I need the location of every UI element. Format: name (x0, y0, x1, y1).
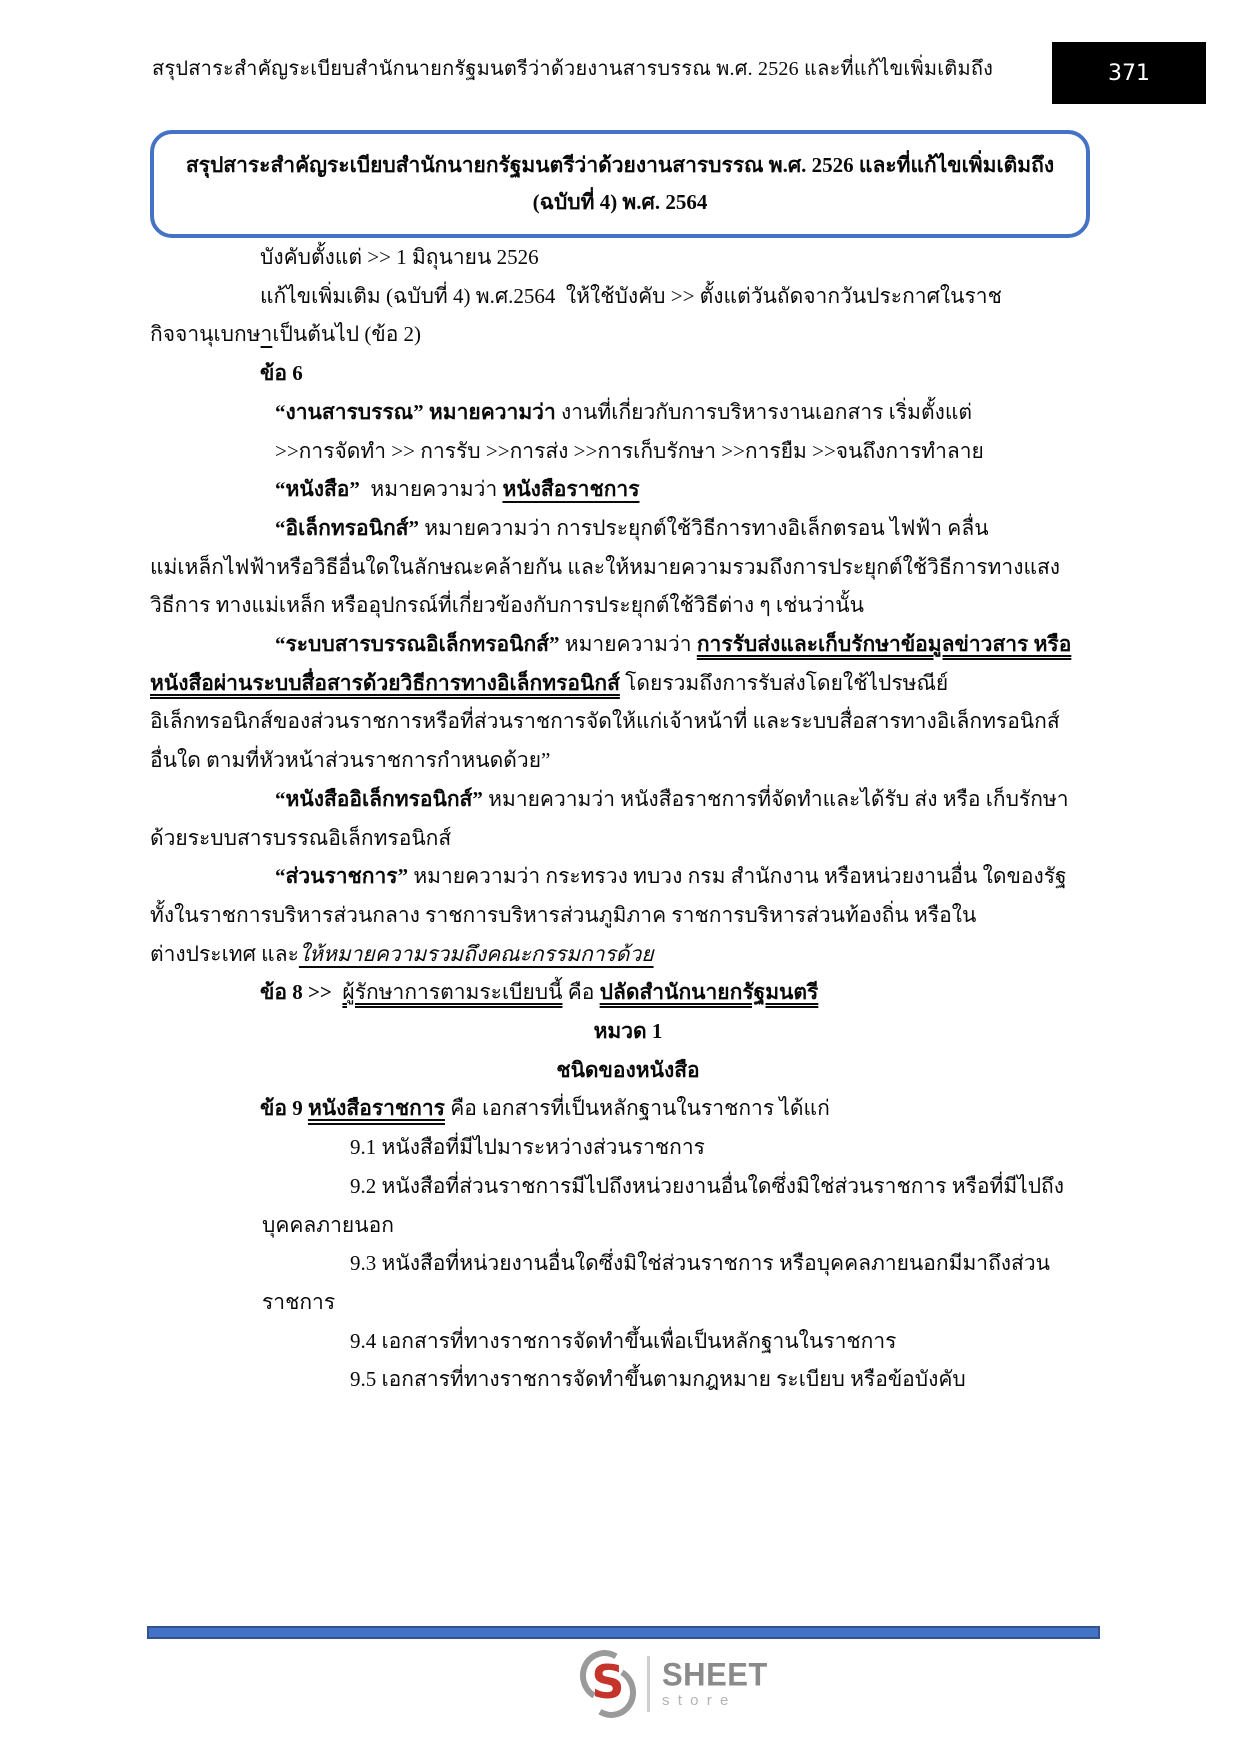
text-segment: คือ (562, 980, 600, 1005)
text-segment: 9.2 หนังสือที่ส่วนราชการมีไปถึงหน่วยงานอื่นใดซึ่งมิใช่ส่วนราชการ หรือที่มีไปถึง (350, 1173, 1065, 1198)
sheet-store-logo (577, 1648, 768, 1720)
text-line (150, 935, 1106, 974)
text-segment: ข้อ 6 (260, 361, 303, 386)
text-segment: 9.5 เอกสารที่ทางราชการจัดทำขึ้นตามกฎหมาย ระเบียบ หรือข้อบังคับ (350, 1367, 966, 1392)
text-segment: แม่เหล็กไฟฟ้าหรือวิธีอื่นใดในลักษณะคล้ายกัน และให้หมายความรวมถึงการประยุกต์ใช้วิธีการทางแสง (150, 554, 1061, 579)
logo-subtitle: store (662, 1692, 737, 1709)
page-number-box (1052, 42, 1206, 104)
text-line (150, 664, 1106, 703)
text-segment: ผู้รักษาการตามระเบียบนี้ (342, 980, 563, 1005)
text-line (150, 896, 1106, 935)
logo-s-mark (577, 1650, 639, 1718)
text-segment: หมายความว่า หนังสือราชการที่จัดทำและได้รับ ส่ง หรือ เก็บรักษา (482, 786, 1069, 811)
text-line (150, 509, 1106, 548)
text-segment: อิเล็กทรอนิกส์ของส่วนราชการหรือที่ส่วนราชการจัดให้แก่เจ้าหน้าที่ และระบบสื่อสารทางอิเล็กทรอนิกส์ (150, 709, 1060, 734)
text-segment: วิธีการ ทางแม่เหล็ก หรืออุปกรณ์ที่เกี่ยวข้องกับการประยุกต์ใช้วิธีต่าง ๆ เช่นว่านั้น (150, 593, 865, 618)
text-segment: ราชการ (262, 1289, 336, 1314)
text-segment: “หนังสืออิเล็กทรอนิกส์” (275, 786, 483, 811)
text-segment: ด้วยระบบสารบรรณอิเล็กทรอนิกส์ (150, 825, 452, 850)
text-segment: โดยรวมถึงการรับส่งโดยใช้ไปรษณีย์ (619, 670, 949, 695)
text-segment: า (260, 322, 273, 347)
text-segment: ปลัดสำนักนายกรัฐมนตรี (599, 980, 819, 1005)
text-segment: กิจจานุเบกษ (150, 322, 261, 347)
title-box (150, 130, 1090, 238)
text-segment: หนังสือราชการ (502, 477, 640, 502)
text-segment: หนังสือผ่านระบบสื่อสารด้วยวิธีการทางอิเล็กทรอนิกส์ (150, 670, 620, 695)
text-line (150, 741, 1106, 780)
text-segment: “งานสารบรรณ” หมายความว่า (275, 399, 556, 424)
text-segment: >>การจัดทำ >> การรับ >>การส่ง >>การเก็บรักษา >>การยืม >>จนถึงการทำลาย (275, 438, 984, 463)
text-line (150, 277, 1106, 316)
text-segment: หมายความว่า กระทรวง ทบวง กรม สำนักงาน หรือหน่วยงานอื่น ใดของรัฐ (408, 864, 1067, 889)
text-line (150, 238, 1106, 277)
text-segment: อื่นใด ตามที่หัวหน้าส่วนราชการกำหนดด้วย” (150, 748, 551, 773)
text-segment: 9.3 หนังสือที่หน่วยงานอื่นใดซึ่งมิใช่ส่วนราชการ หรือบุคคลภายนอกมีมาถึงส่วน (350, 1251, 1051, 1276)
logo-text (662, 1656, 768, 1709)
text-line (150, 819, 1106, 858)
running-header-title: สรุปสาระสำคัญระเบียบสำนักนายกรัฐมนตรีว่าด้วยงานสารบรรณ พ.ศ. 2526 และที่แก้ไขเพิ่มเติมถึง (152, 58, 994, 80)
text-segment: เป็นต้นไป (ข้อ 2) (272, 322, 422, 347)
logo-s-letter: S (591, 1654, 625, 1709)
document-body (150, 238, 1106, 1399)
text-line (150, 393, 1106, 432)
text-segment: แก้ไขเพิ่มเติม (ฉบับที่ 4) พ.ศ.2564 ให้ใช้บังคับ >> ตั้งแต่วันถัดจากวันประกาศในราช (260, 283, 1002, 308)
text-line (150, 315, 1106, 354)
text-segment: 9.4 เอกสารที่ทางราชการจัดทำขึ้นเพื่อเป็นหลักฐานในราชการ (350, 1328, 897, 1353)
text-line (150, 470, 1106, 509)
text-segment: “หนังสือ” (275, 477, 360, 502)
logo-title: SHEET (662, 1656, 768, 1693)
text-segment: คือ เอกสารที่เป็นหลักฐานในราชการ ได้แก่ (444, 1096, 830, 1121)
text-segment: ให้หมายความรวมถึงคณะกรรมการด้วย (298, 941, 654, 966)
text-segment: “ระบบสารบรรณอิเล็กทรอนิกส์” (275, 632, 560, 657)
text-segment: “อิเล็กทรอนิกส์” (275, 515, 419, 540)
text-segment: ข้อ 8 >> (260, 980, 332, 1005)
text-segment: บังคับตั้งแต่ >> 1 มิถุนายน 2526 (260, 245, 539, 269)
text-line (150, 1012, 1106, 1051)
text-line (150, 625, 1106, 664)
text-line (150, 1089, 1106, 1128)
text-line (150, 1206, 1106, 1245)
text-segment: หมายความว่า (559, 632, 697, 657)
page-number: 371 (1108, 60, 1150, 86)
text-line (150, 702, 1106, 741)
text-line (150, 780, 1106, 819)
text-segment: หมายความว่า การประยุกต์ใช้วิธีการทางอิเล็กตรอน ไฟฟ้า คลื่น (419, 515, 989, 540)
text-line (150, 432, 1106, 471)
text-line (150, 1283, 1106, 1322)
text-segment: “ส่วนราชการ” (275, 864, 409, 889)
text-line (150, 1167, 1106, 1206)
title-box-line1: สรุปสาระสำคัญระเบียบสำนักนายกรัฐมนตรีว่าด้วยงานสารบรรณ พ.ศ. 2526 และที่แก้ไขเพิ่มเติมถึง (185, 153, 1055, 177)
text-line (150, 1128, 1106, 1167)
text-segment: 9.1 หนังสือที่มีไปมาระหว่างส่วนราชการ (350, 1135, 705, 1160)
text-line (150, 1244, 1106, 1283)
logo-divider (647, 1656, 650, 1712)
title-box-line2: (ฉบับที่ 4) พ.ศ. 2564 (532, 190, 708, 214)
text-segment: หนังสือราชการ (307, 1096, 445, 1121)
text-segment: งานที่เกี่ยวกับการบริหารงานเอกสาร เริ่มตั้งแต่ (555, 399, 973, 424)
text-segment: หมวด 1 (593, 1019, 663, 1044)
text-line (150, 586, 1106, 625)
text-segment: ทั้งในราชการบริหารส่วนกลาง ราชการบริหารส่วนภูมิภาค ราชการบริหารส่วนท้องถิ่น หรือใน (150, 902, 977, 927)
text-line (150, 354, 1106, 393)
text-segment (332, 980, 343, 1004)
text-line (150, 1051, 1106, 1090)
text-segment: ข้อ 9 (260, 1096, 308, 1121)
text-segment: ชนิดของหนังสือ (556, 1057, 700, 1082)
text-segment: บุคคลภายนอก (262, 1212, 394, 1237)
text-segment: หมายความว่า (359, 477, 503, 502)
text-line (150, 1360, 1106, 1399)
text-segment: ต่างประเทศ และ (150, 941, 299, 966)
text-line (150, 548, 1106, 587)
text-segment: การรับส่งและเก็บรักษาข้อมูลข่าวสาร หรือ (696, 632, 1072, 657)
text-line (150, 973, 1106, 1012)
text-line (150, 1322, 1106, 1361)
footer-divider-bar (147, 1626, 1100, 1639)
text-line (150, 857, 1106, 896)
